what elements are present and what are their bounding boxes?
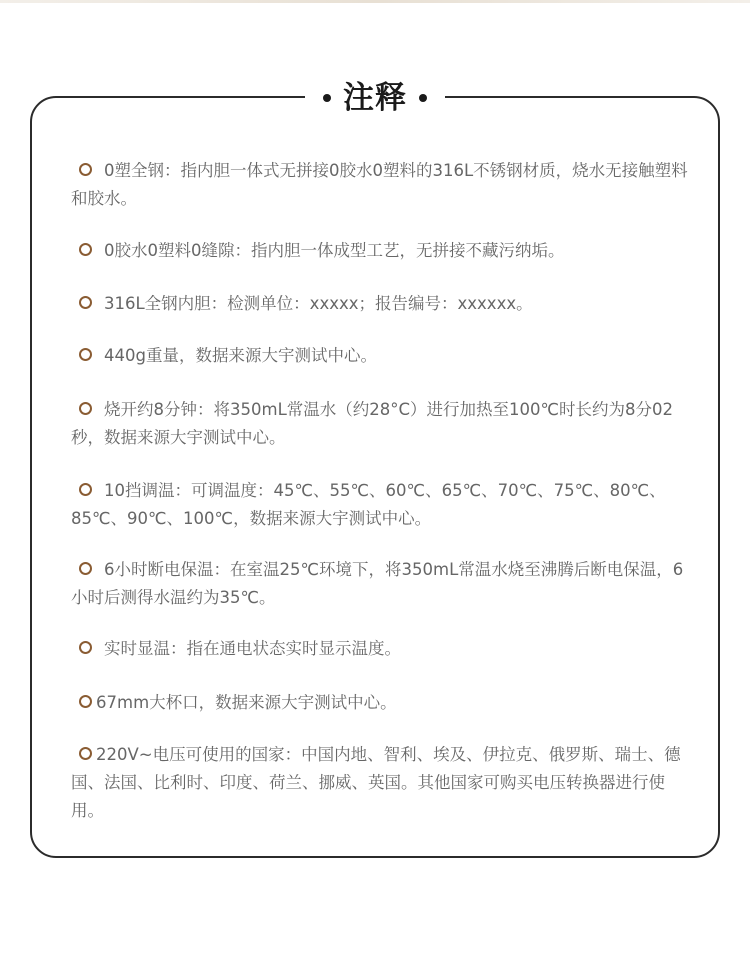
circle-bullet-icon [79, 243, 92, 256]
note-item [71, 741, 689, 825]
note-item [71, 157, 689, 213]
note-text: 实时显温：指在通电状态实时显示温度。 [104, 639, 401, 658]
note-item [71, 342, 689, 370]
circle-bullet-icon [79, 483, 92, 496]
title-right-dot [419, 94, 427, 102]
top-decorative-strip [0, 0, 750, 3]
note-item [71, 635, 689, 663]
circle-bullet-icon [79, 695, 92, 708]
circle-bullet-icon [79, 402, 92, 415]
note-item [71, 689, 689, 717]
note-item [71, 556, 689, 612]
note-text: 0胶水0塑料0缝隙：指内胆一体成型工艺，无拼接不藏污纳垢。 [104, 241, 565, 260]
circle-bullet-icon [79, 562, 92, 575]
note-text: 220V~电压可使用的国家：中国内地、智利、埃及、伊拉克、俄罗斯、瑞士、德国、法国、比利时、印度、荷兰、挪威、英国。其他国家可购买电压转换器进行使用。 [71, 745, 681, 820]
note-item [71, 396, 689, 452]
circle-bullet-icon [79, 163, 92, 176]
note-item [71, 290, 689, 318]
note-text: 316L全钢内胆：检测单位：xxxxx；报告编号：xxxxxx。 [104, 294, 533, 313]
note-text: 烧开约8分钟：将350mL常温水（约28°C）进行加热至100℃时长约为8分02秒，数据来源大宇测试中心。 [71, 400, 674, 447]
note-text: 6小时断电保温：在室温25℃环境下，将350mL常温水烧至沸腾后断电保温，6小时后测得水温约为35℃。 [71, 560, 684, 607]
note-item [71, 237, 689, 265]
note-text: 440g重量，数据来源大宇测试中心。 [104, 346, 377, 365]
note-text: 67mm大杯口，数据来源大宇测试中心。 [96, 693, 397, 712]
circle-bullet-icon [79, 348, 92, 361]
circle-bullet-icon [79, 747, 92, 760]
title-left-dot [323, 94, 331, 102]
note-text: 0塑全钢：指内胆一体式无拼接0胶水0塑料的316L不锈钢材质，烧水无接触塑料和胶水。 [71, 161, 688, 208]
section-header [305, 76, 445, 120]
note-text: 10挡调温：可调温度：45℃、55℃、60℃、65℃、70℃、75℃、80℃、85℃、90℃、100℃，数据来源大宇测试中心。 [71, 481, 666, 528]
section-title: 注释 [343, 80, 407, 116]
circle-bullet-icon [79, 641, 92, 654]
circle-bullet-icon [79, 296, 92, 309]
note-item [71, 477, 689, 533]
